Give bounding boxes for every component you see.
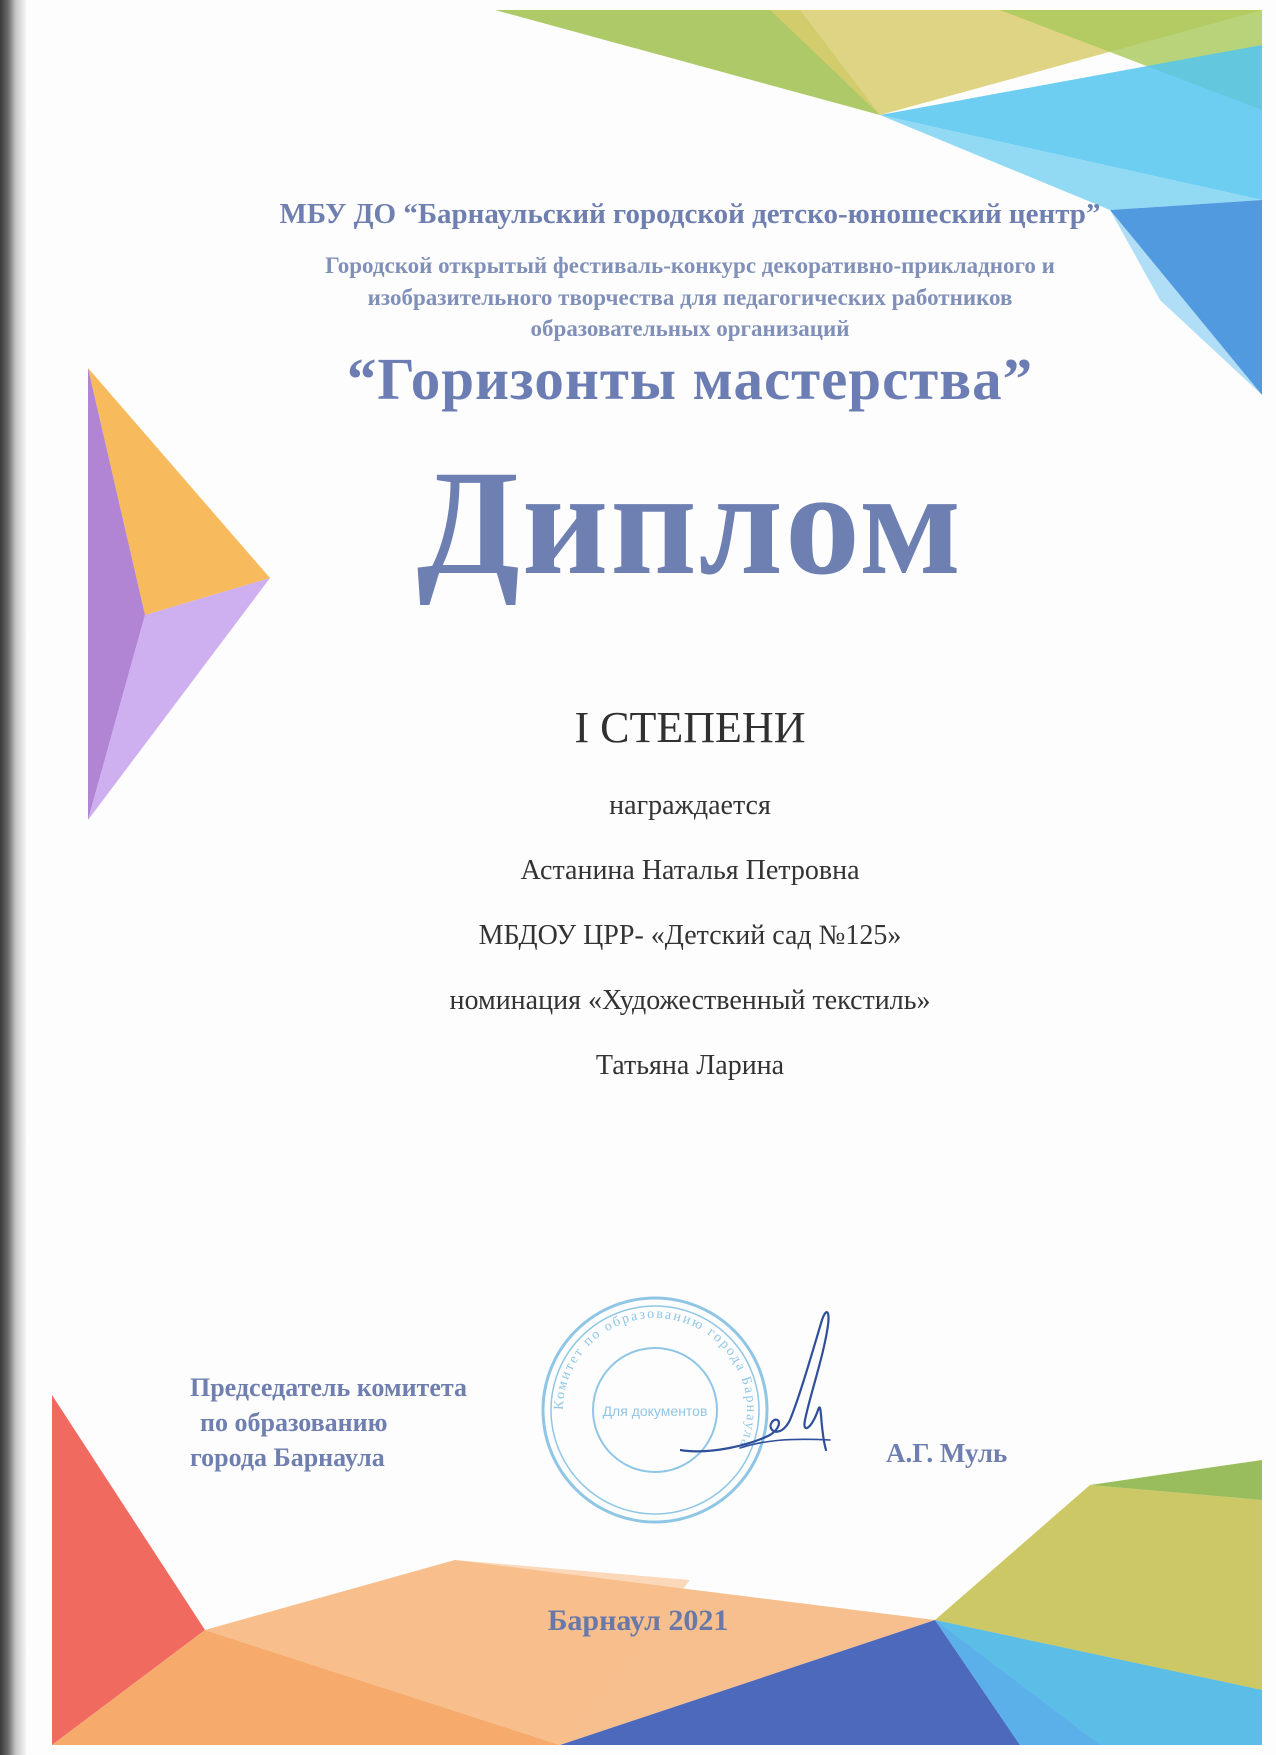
work-title: Татьяна Ларина [595, 1050, 785, 1081]
festival-line-2: изобразительного творчества для педагогических работников [367, 285, 1013, 310]
festival-line-1: Городской открытый фестиваль-конкурс декоративно-прикладного и [325, 253, 1055, 278]
stamp-inner-text: Для документов [602, 1403, 708, 1419]
contest-name: “Горизонты мастерства” [346, 346, 1034, 412]
handwritten-signature [680, 1300, 850, 1470]
city-year: Барнаул 2021 [547, 1604, 729, 1637]
position-line-2: по образованию [200, 1408, 388, 1437]
nomination: номинация «Художественный текстиль» [449, 985, 931, 1016]
diploma-title: Диплом [416, 440, 964, 606]
position-line-3: города Барнаула [190, 1443, 385, 1472]
position-line-1: Председатель комитета [190, 1373, 467, 1402]
recipient-institution: МБДОУ ЦРР- «Детский сад №125» [478, 920, 902, 951]
stamp-outer-text: Комитет по образованию города Барнаула [551, 1306, 759, 1451]
signatory-position [190, 1370, 467, 1475]
festival-line-3: образовательных организаций [530, 316, 850, 341]
diploma-degree: I СТЕПЕНИ [574, 703, 806, 752]
recipient-name: Астанина Наталья Петровна [520, 855, 860, 886]
signer-name: А.Г. Муль [886, 1438, 1008, 1468]
organization-name: МБУ ДО “Барнаульский городской детско-юношеский центр” [279, 198, 1101, 230]
awarded-text: награждается [609, 790, 771, 821]
